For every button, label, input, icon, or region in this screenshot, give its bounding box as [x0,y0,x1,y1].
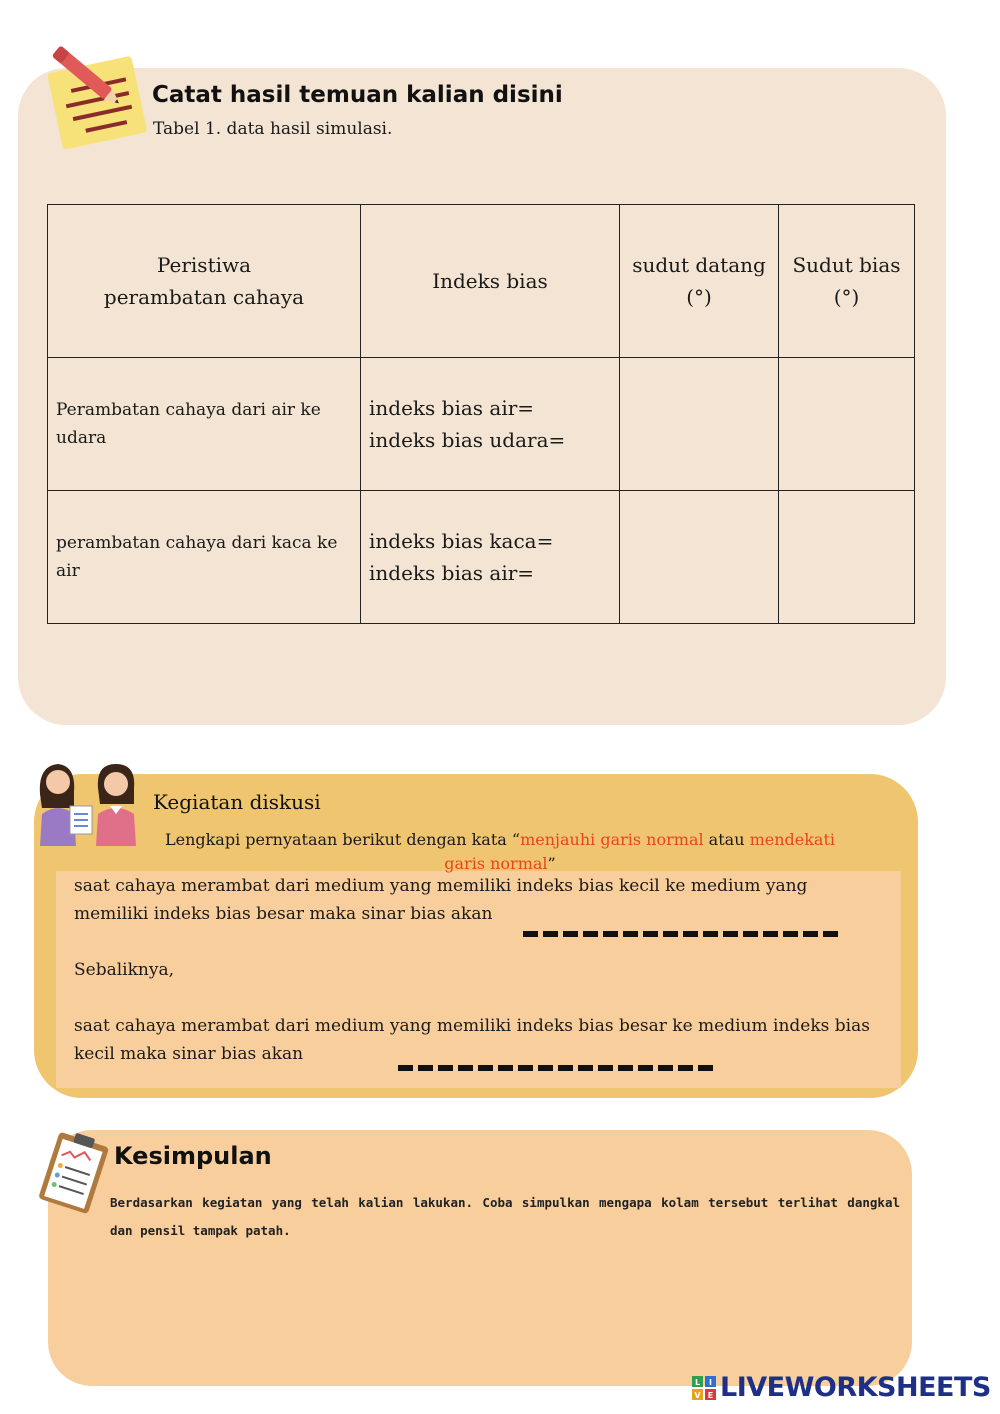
header-refraction-angle: Sudut bias (°) [779,205,915,358]
index-cell: indeks bias air= indeks bias udara= [361,358,620,491]
conclusion-prompt: Berdasarkan kegiatan yang telah kalian lakukan. Coba simpulkan mengapa kolam tersebut terlihat dangkal dan pensil tampak patah. [110,1195,900,1238]
option-move-away: menjauhi garis normal [520,830,704,849]
option-move-closer: mendekati garis normal [444,830,836,873]
svg-text:I: I [709,1377,712,1387]
incident-angle-cell[interactable] [620,491,779,624]
students-discussing-icon [34,758,140,846]
discussion-instruction: Lengkapi pernyataan berikut dengan kata “menjauhi garis normal atau mendekati garis normal” [164,830,836,873]
table-caption: Tabel 1. data hasil simulasi. [153,119,393,139]
connector-text: Sebaliknya, [74,960,174,980]
event-cell: perambatan cahaya dari kaca ke air [48,491,361,624]
findings-title: Catat hasil temuan kalian disini [152,82,563,108]
statement-1: saat cahaya merambat dari medium yang memiliki indeks bias kecil ke medium yang memiliki indeks bias besar maka sinar bias akan [74,876,808,924]
brand-name: LIVEWORKSHEETS [720,1372,991,1403]
header-incident-angle: sudut datang (°) [620,205,779,358]
svg-text:E: E [707,1390,714,1400]
liveworksheets-logo-icon [692,1376,716,1400]
conclusion-title: Kesimpulan [114,1142,272,1170]
answer-blank-2[interactable] [398,1065,716,1071]
index-cell: indeks bias kaca= indeks bias air= [361,491,620,624]
refraction-angle-cell[interactable] [779,358,915,491]
table-row [48,491,915,624]
answer-blank-1[interactable] [523,931,841,937]
note-pencil-icon [40,42,152,154]
event-cell: Perambatan cahaya dari air ke udara [48,358,361,491]
header-event: Peristiwa perambatan cahaya [48,205,361,358]
brand-logo [692,1372,991,1403]
svg-text:V: V [694,1390,701,1400]
table-header-row [48,205,915,358]
statement-2: saat cahaya merambat dari medium yang memiliki indeks bias besar ke medium indeks bias kecil maka sinar bias akan [74,1016,870,1064]
table-row [48,358,915,491]
incident-angle-cell[interactable] [620,358,779,491]
discussion-title: Kegiatan diskusi [153,790,321,814]
simulation-table [47,204,915,624]
refraction-angle-cell[interactable] [779,491,915,624]
clipboard-icon [34,1130,114,1214]
svg-text:L: L [694,1377,701,1387]
header-index: Indeks bias [361,205,620,358]
